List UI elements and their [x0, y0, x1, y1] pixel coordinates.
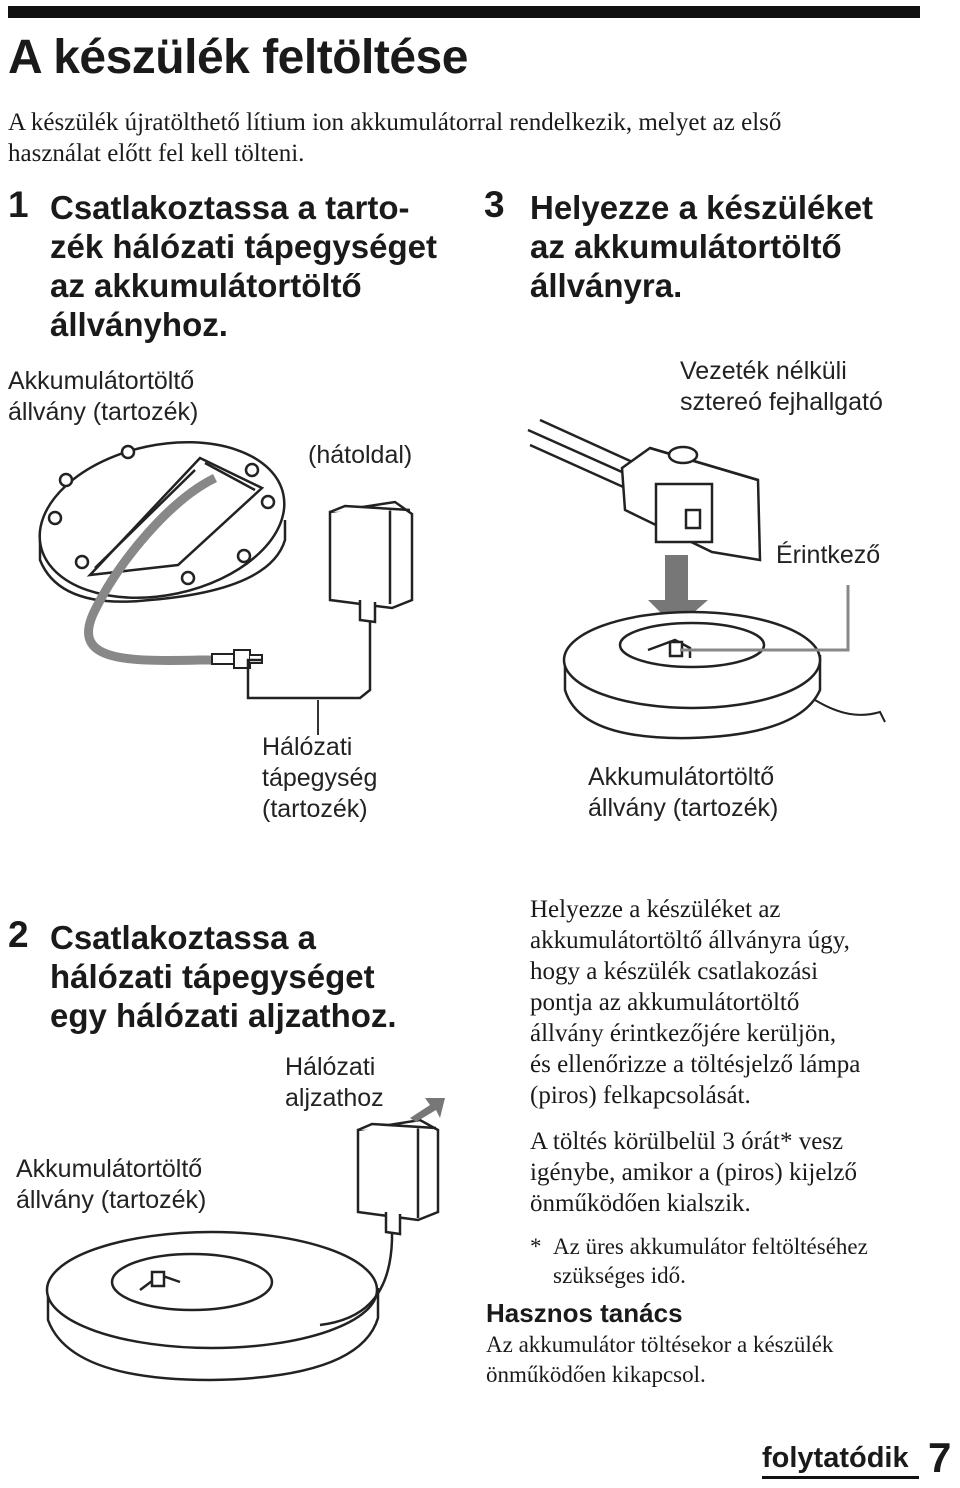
label-line: Hálózati: [285, 1053, 376, 1081]
step-line: Csatlakoztassa a: [50, 919, 316, 956]
headphone-illustration: [528, 420, 760, 560]
label-line: Akkumulátortöltő: [16, 1155, 203, 1183]
step-2-number: 2: [8, 914, 29, 955]
step-line: állványhoz.: [50, 306, 228, 343]
step2-stand-label: [16, 1154, 206, 1216]
stand-front-illustration-2: [47, 1232, 378, 1380]
stand-front-illustration-3: [564, 612, 820, 738]
step-line: hálózati tápegységet: [50, 958, 375, 995]
text-line: pontja az akkumulátortöltő: [530, 989, 800, 1016]
placement-paragraph: [530, 894, 860, 1111]
headphones-label: [680, 356, 883, 418]
intro-line: A készülék újratölthető lítium ion akkumulátorral rendelkezik, melyet az első: [8, 109, 782, 136]
step-line: állványra.: [530, 267, 683, 304]
footnote-mark: *: [530, 1234, 542, 1259]
page-title: A készülék feltöltése: [8, 31, 468, 84]
text-line: önműködően kialszik.: [530, 1190, 751, 1217]
adapter-label: [262, 732, 377, 825]
label-line: sztereó fejhallgató: [680, 388, 883, 416]
continued-label: folytatódik: [762, 1442, 909, 1474]
label-line: Hálózati: [262, 733, 353, 761]
text-line: A töltés körülbelül 3 órát* vesz: [530, 1128, 844, 1155]
step-line: Csatlakoztassa a tarto-: [50, 189, 410, 226]
label-line: aljzathoz: [285, 1084, 384, 1112]
text-line: Az akkumulátor töltésekor a készülék: [486, 1332, 834, 1357]
step3-stand-label: [588, 762, 778, 824]
text-line: szükséges idő.: [553, 1263, 686, 1288]
step-line: egy hálózati aljzathoz.: [50, 997, 397, 1034]
step-line: zék hálózati tápegységet: [50, 228, 437, 265]
stand-cable-3: [815, 700, 885, 722]
text-line: akkumulátortöltő állványra úgy,: [530, 927, 850, 954]
text-line: (piros) felkapcsolását.: [530, 1082, 751, 1109]
label-line: Vezeték nélküli: [680, 357, 847, 385]
adapter-illustration-2: [358, 1120, 438, 1234]
step-2-instruction: [50, 918, 397, 1035]
text-line: hogy a készülék csatlakozási: [530, 958, 819, 985]
outlet-label: [285, 1052, 384, 1114]
label-line: állvány (tartozék): [16, 1186, 207, 1214]
text-line: önműködően kikapcsol.: [486, 1362, 706, 1387]
tip-text: [486, 1330, 833, 1390]
step-line: az akkumulátortöltő: [50, 267, 362, 304]
text-line: állvány érintkezőjére kerüljön,: [530, 1020, 837, 1047]
label-line: tápegység: [262, 764, 378, 792]
adapter-cable-1: [248, 615, 370, 698]
page-number: 7: [928, 1434, 952, 1481]
step-3-number: 3: [484, 184, 505, 225]
continued-underline: [762, 1476, 919, 1479]
back-side-label: (hátoldal): [308, 441, 413, 469]
footnote: [553, 1232, 868, 1290]
label-line: állvány (tartozék): [8, 398, 199, 426]
step1-stand-label: [8, 366, 198, 428]
step-1-number: 1: [8, 184, 29, 225]
step-1-instruction: [50, 188, 437, 344]
intro-line: használat előtt fel kell tölteni.: [8, 140, 305, 167]
label-line: Akkumulátortöltő: [8, 367, 195, 395]
label-line: állvány (tartozék): [588, 794, 779, 822]
text-line: igénybe, amikor a (piros) kijelző: [530, 1159, 857, 1186]
outlet-arrow: [410, 1098, 445, 1122]
contact-label: Érintkező: [776, 541, 881, 569]
adapter-illustration-1: [330, 502, 412, 622]
tip-heading: Hasznos tanács: [486, 1298, 683, 1328]
step-line: az akkumulátortöltő: [530, 228, 842, 265]
text-line: Az üres akkumulátor feltöltéséhez: [553, 1234, 868, 1259]
step-3-instruction: [530, 188, 873, 305]
step-line: Helyezze a készüléket: [530, 189, 874, 226]
label-line: Akkumulátortöltő: [588, 763, 775, 791]
text-line: és ellenőrizze a töltésjelző lámpa: [530, 1051, 861, 1078]
text-line: Helyezze a készüléket az: [530, 896, 781, 923]
label-line: (tartozék): [262, 795, 368, 823]
charging-time-paragraph: [530, 1126, 857, 1219]
